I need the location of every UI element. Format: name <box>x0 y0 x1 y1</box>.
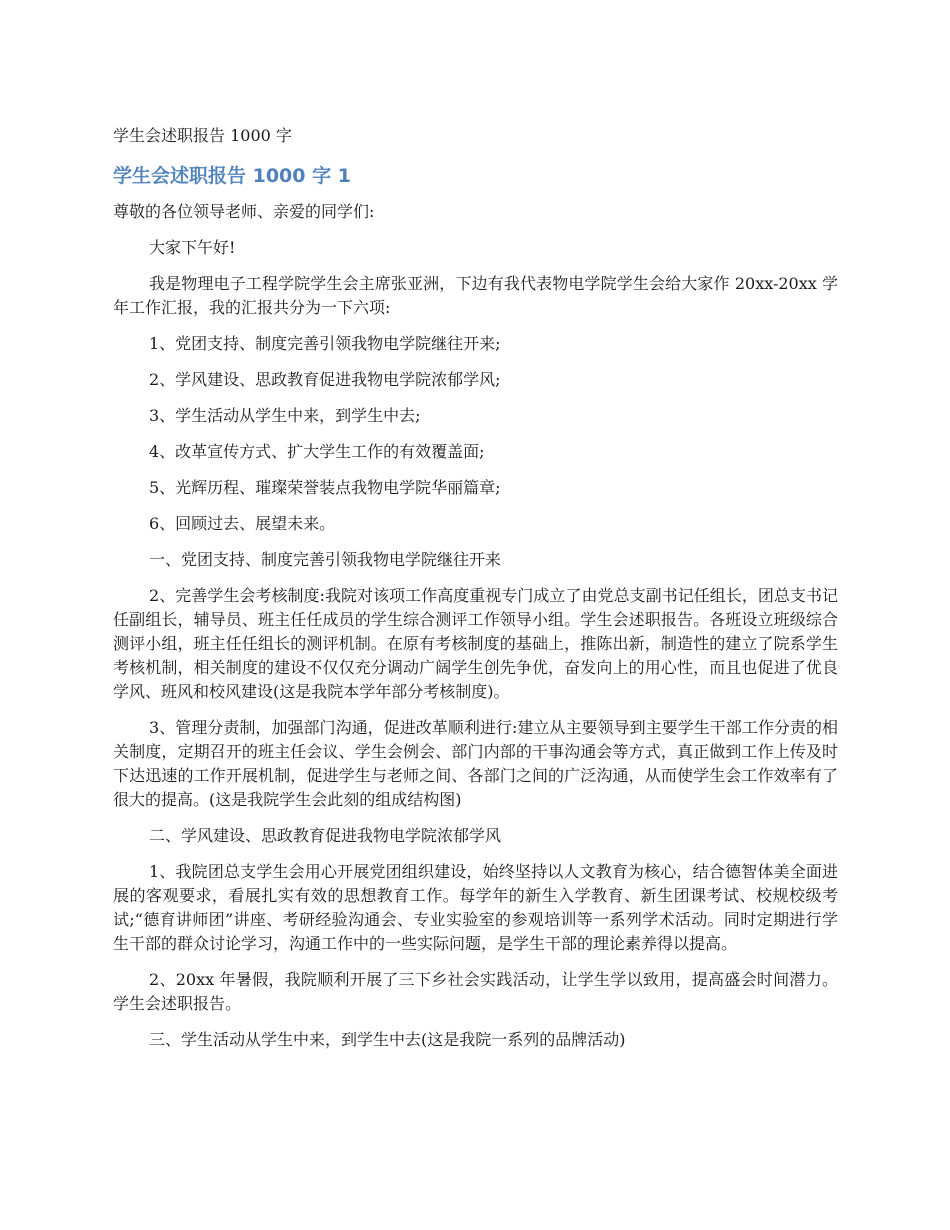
body-paragraph: 2、20xx 年暑假，我院顺利开展了三下乡社会实践活动，让学生学以致用，提高盛会时间潜力。学生会述职报告。 <box>113 970 838 1013</box>
document-body <box>113 124 838 1052</box>
intro-paragraph: 我是物理电子工程学院学生会主席张亚洲，下边有我代表物电学院学生会给大家作 20xx-20xx 学年工作汇报，我的汇报共分为一下六项: <box>113 274 838 317</box>
document-title: 学生会述职报告 1000 字 <box>113 126 292 145</box>
body-paragraph: 1、我院团总支学生会用心开展党团组织建设，始终坚持以人文教育为核心，结合德智体美全面进展的客观要求，看展扎实有效的思想教育工作。每学年的新生入学教育、新生团课考试、校规校级考试;“德育讲师团”讲座、考研经验沟通会、专业实验室的参观培训等一系列学术活动。同时定期进行学生干部的群众讨论学习，沟通工作中的一些实际问题，是学生干部的理论素养得以提高。 <box>113 862 838 953</box>
list-item-6: 6、回顾过去、展望未来。 <box>149 514 336 533</box>
list-item-5: 5、光辉历程、璀璨荣誉装点我物电学院华丽篇章; <box>149 478 501 497</box>
section-heading: 学生会述职报告 1000 字 1 <box>113 165 351 187</box>
list-item-3: 3、学生活动从学生中来，到学生中去; <box>149 406 421 425</box>
list-item-1: 1、党团支持、制度完善引领我物电学院继往开来; <box>149 334 501 353</box>
greeting-paragraph: 大家下午好! <box>149 238 236 257</box>
list-item-2: 2、学风建设、思政教育促进我物电学院浓郁学风; <box>149 370 501 389</box>
body-paragraph: 3、管理分责制，加强部门沟通，促进改革顺利进行:建立从主要领导到主要学生干部工作分责的相关制度，定期召开的班主任会议、学生会例会、部门内部的干事沟通会等方式，真正做到工作上传及时下达迅速的工作开展机制，促进学生与老师之间、各部门之间的广泛沟通，从而使学生会工作效率有了很大的提高。(这是我院学生会此刻的组成结构图) <box>113 718 838 809</box>
section-two-heading: 二、学风建设、思政教育促进我物电学院浓郁学风 <box>149 826 502 845</box>
body-paragraph: 2、完善学生会考核制度:我院对该项工作高度重视专门成立了由党总支副书记任组长，团总支书记任副组长，辅导员、班主任任成员的学生综合测评工作领导小组。学生会述职报告。各班设立班级综合测评小组，班主任任组长的测评机制。在原有考核制度的基础上，推陈出新，制造性的建立了院系学生考核机制，相关制度的建设不仅仅充分调动广阔学生创先争优，奋发向上的用心性，而且也促进了优良学风、班风和校风建设(这是我院本学年部分考核制度)。 <box>113 586 838 701</box>
section-one-heading: 一、党团支持、制度完善引领我物电学院继往开来 <box>149 550 502 569</box>
salutation-paragraph: 尊敬的各位领导老师、亲爱的同学们: <box>113 202 375 221</box>
list-item-4: 4、改革宣传方式、扩大学生工作的有效覆盖面; <box>149 442 485 461</box>
section-three-heading: 三、学生活动从学生中来，到学生中去(这是我院一系列的品牌活动) <box>149 1030 626 1049</box>
